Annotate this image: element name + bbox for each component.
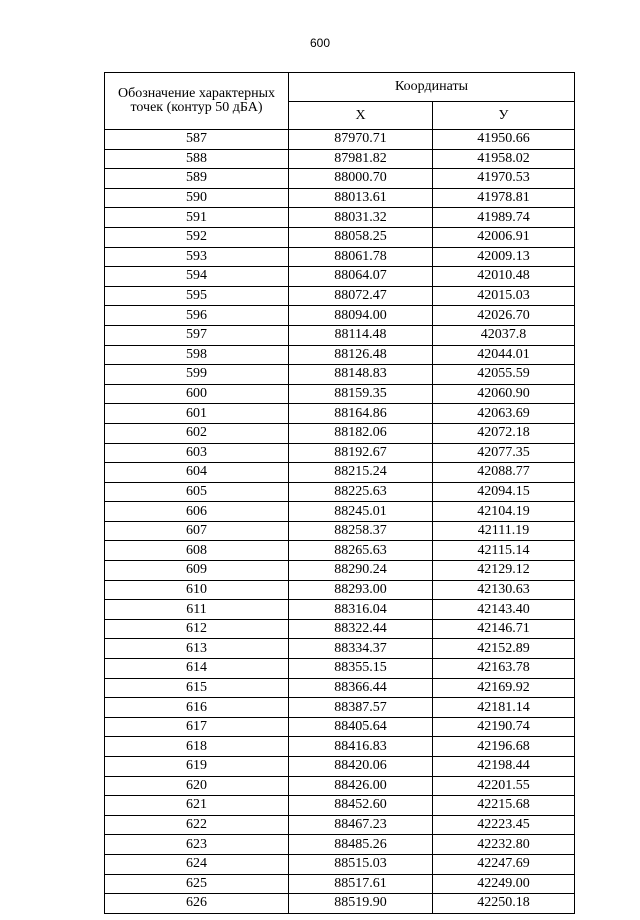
table-row (105, 306, 575, 326)
y-coordinate-cell: 42163.78 (433, 659, 575, 679)
point-id-cell: 597 (105, 325, 289, 345)
header-x: Х (289, 102, 433, 130)
x-coordinate-cell: 88452.60 (289, 796, 433, 816)
x-coordinate-cell: 88058.25 (289, 227, 433, 247)
point-id-cell: 603 (105, 443, 289, 463)
x-coordinate-cell: 88064.07 (289, 267, 433, 287)
y-coordinate-cell: 42152.89 (433, 639, 575, 659)
y-coordinate-cell: 42094.15 (433, 482, 575, 502)
table-row (105, 169, 575, 189)
y-coordinate-cell: 42077.35 (433, 443, 575, 463)
table-row (105, 267, 575, 287)
y-coordinate-cell: 41989.74 (433, 208, 575, 228)
x-coordinate-cell: 88148.83 (289, 365, 433, 385)
y-coordinate-cell: 42060.90 (433, 384, 575, 404)
point-id-cell: 616 (105, 698, 289, 718)
point-id-cell: 596 (105, 306, 289, 326)
x-coordinate-cell: 88334.37 (289, 639, 433, 659)
table-row (105, 737, 575, 757)
table-header (105, 73, 575, 130)
x-coordinate-cell: 88405.64 (289, 717, 433, 737)
table-row (105, 757, 575, 777)
point-id-cell: 604 (105, 463, 289, 483)
point-id-cell: 598 (105, 345, 289, 365)
point-id-cell: 614 (105, 659, 289, 679)
x-coordinate-cell: 88164.86 (289, 404, 433, 424)
table-row (105, 149, 575, 169)
point-id-cell: 621 (105, 796, 289, 816)
y-coordinate-cell: 42215.68 (433, 796, 575, 816)
x-coordinate-cell: 88387.57 (289, 698, 433, 718)
y-coordinate-cell: 42072.18 (433, 423, 575, 443)
x-coordinate-cell: 88192.67 (289, 443, 433, 463)
y-coordinate-cell: 42104.19 (433, 502, 575, 522)
x-coordinate-cell: 88467.23 (289, 815, 433, 835)
table-row (105, 443, 575, 463)
x-coordinate-cell: 88215.24 (289, 463, 433, 483)
point-id-cell: 600 (105, 384, 289, 404)
x-coordinate-cell: 88126.48 (289, 345, 433, 365)
y-coordinate-cell: 42088.77 (433, 463, 575, 483)
table-row (105, 482, 575, 502)
x-coordinate-cell: 88485.26 (289, 835, 433, 855)
y-coordinate-cell: 42196.68 (433, 737, 575, 757)
y-coordinate-cell: 42111.19 (433, 521, 575, 541)
point-id-cell: 612 (105, 619, 289, 639)
table-row (105, 502, 575, 522)
point-id-cell: 589 (105, 169, 289, 189)
point-id-cell: 601 (105, 404, 289, 424)
x-coordinate-cell: 88159.35 (289, 384, 433, 404)
point-id-cell: 602 (105, 423, 289, 443)
x-coordinate-cell: 87970.71 (289, 130, 433, 150)
point-id-cell: 592 (105, 227, 289, 247)
table-row (105, 600, 575, 620)
table-row (105, 423, 575, 443)
table-row (105, 208, 575, 228)
table-row (105, 659, 575, 679)
table-row (105, 580, 575, 600)
point-id-cell: 605 (105, 482, 289, 502)
point-id-cell: 609 (105, 561, 289, 581)
table-row (105, 561, 575, 581)
header-point-designation: Обозначение характерных точек (контур 50 дБА) (105, 73, 289, 130)
coordinates-table (104, 72, 575, 914)
table-row (105, 130, 575, 150)
table-row (105, 521, 575, 541)
x-coordinate-cell: 88293.00 (289, 580, 433, 600)
point-id-cell: 625 (105, 874, 289, 894)
table-row (105, 541, 575, 561)
header-y: У (433, 102, 575, 130)
y-coordinate-cell: 42015.03 (433, 286, 575, 306)
point-id-cell: 610 (105, 580, 289, 600)
table-row (105, 835, 575, 855)
x-coordinate-cell: 88420.06 (289, 757, 433, 777)
x-coordinate-cell: 88245.01 (289, 502, 433, 522)
x-coordinate-cell: 88355.15 (289, 659, 433, 679)
y-coordinate-cell: 42181.14 (433, 698, 575, 718)
y-coordinate-cell: 42026.70 (433, 306, 575, 326)
y-coordinate-cell: 41978.81 (433, 188, 575, 208)
y-coordinate-cell: 42006.91 (433, 227, 575, 247)
x-coordinate-cell: 88426.00 (289, 776, 433, 796)
y-coordinate-cell: 42143.40 (433, 600, 575, 620)
point-id-cell: 608 (105, 541, 289, 561)
table-row (105, 717, 575, 737)
point-id-cell: 620 (105, 776, 289, 796)
point-id-cell: 606 (105, 502, 289, 522)
table-row (105, 776, 575, 796)
y-coordinate-cell: 42169.92 (433, 678, 575, 698)
point-id-cell: 623 (105, 835, 289, 855)
table-row (105, 678, 575, 698)
point-id-cell: 619 (105, 757, 289, 777)
point-id-cell: 622 (105, 815, 289, 835)
table-row (105, 698, 575, 718)
table-row (105, 227, 575, 247)
table-body (105, 130, 575, 914)
x-coordinate-cell: 88225.63 (289, 482, 433, 502)
point-id-cell: 624 (105, 854, 289, 874)
x-coordinate-cell: 88072.47 (289, 286, 433, 306)
y-coordinate-cell: 42201.55 (433, 776, 575, 796)
y-coordinate-cell: 42249.00 (433, 874, 575, 894)
y-coordinate-cell: 42115.14 (433, 541, 575, 561)
table-row (105, 286, 575, 306)
point-id-cell: 626 (105, 894, 289, 914)
y-coordinate-cell: 41970.53 (433, 169, 575, 189)
point-id-cell: 613 (105, 639, 289, 659)
y-coordinate-cell: 42198.44 (433, 757, 575, 777)
point-id-cell: 615 (105, 678, 289, 698)
y-coordinate-cell: 42232.80 (433, 835, 575, 855)
x-coordinate-cell: 88519.90 (289, 894, 433, 914)
table-row (105, 188, 575, 208)
table-row (105, 639, 575, 659)
page-number: 600 (309, 36, 331, 50)
x-coordinate-cell: 88094.00 (289, 306, 433, 326)
table-row (105, 463, 575, 483)
point-id-cell: 594 (105, 267, 289, 287)
x-coordinate-cell: 88031.32 (289, 208, 433, 228)
x-coordinate-cell: 88013.61 (289, 188, 433, 208)
point-id-cell: 587 (105, 130, 289, 150)
y-coordinate-cell: 42009.13 (433, 247, 575, 267)
y-coordinate-cell: 42063.69 (433, 404, 575, 424)
y-coordinate-cell: 42247.69 (433, 854, 575, 874)
table-row (105, 345, 575, 365)
x-coordinate-cell: 88517.61 (289, 874, 433, 894)
table-row (105, 796, 575, 816)
y-coordinate-cell: 41958.02 (433, 149, 575, 169)
table-row (105, 874, 575, 894)
y-coordinate-cell: 42010.48 (433, 267, 575, 287)
x-coordinate-cell: 88515.03 (289, 854, 433, 874)
point-id-cell: 590 (105, 188, 289, 208)
table-row (105, 404, 575, 424)
point-id-cell: 618 (105, 737, 289, 757)
header-coordinates: Координаты (289, 73, 575, 102)
x-coordinate-cell: 88290.24 (289, 561, 433, 581)
table-row (105, 247, 575, 267)
y-coordinate-cell: 42055.59 (433, 365, 575, 385)
point-id-cell: 599 (105, 365, 289, 385)
point-id-cell: 611 (105, 600, 289, 620)
point-id-cell: 607 (105, 521, 289, 541)
table-row (105, 815, 575, 835)
table-row (105, 325, 575, 345)
y-coordinate-cell: 42190.74 (433, 717, 575, 737)
table-row (105, 894, 575, 914)
table-row (105, 854, 575, 874)
point-id-cell: 588 (105, 149, 289, 169)
x-coordinate-cell: 88258.37 (289, 521, 433, 541)
point-id-cell: 593 (105, 247, 289, 267)
x-coordinate-cell: 88366.44 (289, 678, 433, 698)
y-coordinate-cell: 42037.8 (433, 325, 575, 345)
point-id-cell: 595 (105, 286, 289, 306)
x-coordinate-cell: 88265.63 (289, 541, 433, 561)
y-coordinate-cell: 42044.01 (433, 345, 575, 365)
x-coordinate-cell: 88182.06 (289, 423, 433, 443)
y-coordinate-cell: 42223.45 (433, 815, 575, 835)
x-coordinate-cell: 88316.04 (289, 600, 433, 620)
x-coordinate-cell: 88322.44 (289, 619, 433, 639)
table-row (105, 619, 575, 639)
y-coordinate-cell: 42146.71 (433, 619, 575, 639)
x-coordinate-cell: 88000.70 (289, 169, 433, 189)
table-row (105, 365, 575, 385)
x-coordinate-cell: 88416.83 (289, 737, 433, 757)
x-coordinate-cell: 88061.78 (289, 247, 433, 267)
y-coordinate-cell: 42130.63 (433, 580, 575, 600)
x-coordinate-cell: 88114.48 (289, 325, 433, 345)
point-id-cell: 591 (105, 208, 289, 228)
y-coordinate-cell: 42129.12 (433, 561, 575, 581)
table-row (105, 384, 575, 404)
y-coordinate-cell: 41950.66 (433, 130, 575, 150)
x-coordinate-cell: 87981.82 (289, 149, 433, 169)
point-id-cell: 617 (105, 717, 289, 737)
y-coordinate-cell: 42250.18 (433, 894, 575, 914)
